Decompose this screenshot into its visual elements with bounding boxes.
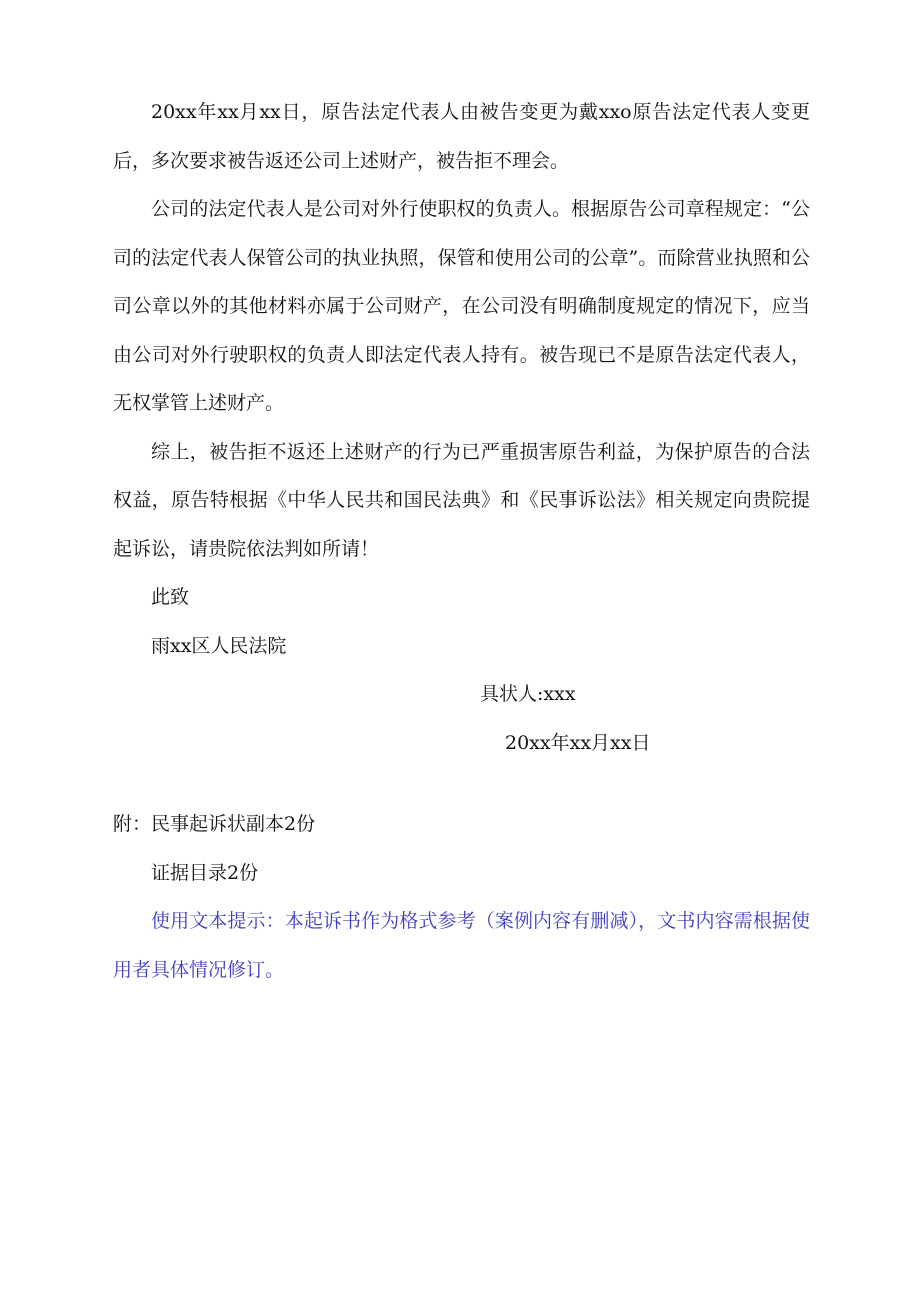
paragraph-conclusion: 综上，被告拒不返还上述财产的行为已严重损害原告利益，为保护原告的合法权益，原告特根据《中华人民共和国民法典》和《民事诉讼法》相关规定向贵院提起诉讼，请贵院依法判如所请！ xyxy=(113,440,810,560)
attachment-evidence-list: 证据目录2份 xyxy=(151,861,259,884)
usage-tip: 使用文本提示：本起诉书作为格式参考（案例内容有删减），文书内容需根据使用者具体情况修订。 xyxy=(113,910,810,981)
attachment-copies: 附：民事起诉状副本2份 xyxy=(113,813,316,835)
salutation: 此致 xyxy=(151,586,190,608)
paragraph-representative-change: 20xx年xx月xx日，原告法定代表人由被告变更为戴xxo原告法定代表人变更后，多次要求被告返还公司上述财产，被告拒不理会。 xyxy=(113,101,810,172)
signature-date: 20xx年xx月xx日 xyxy=(505,731,651,754)
document-page xyxy=(113,88,810,994)
court-name: 雨xx区人民法院 xyxy=(151,634,287,657)
spacer xyxy=(113,767,810,800)
signer: 具状人:xxx xyxy=(480,683,576,705)
paragraph-legal-basis: 公司的法定代表人是公司对外行使职权的负责人。根据原告公司章程规定：“公司的法定代表人保管公司的执业执照，保管和使用公司的公章”。而除营业执照和公司公章以外的其他材料亦属于公司财产，在公司没有明确制度规定的情况下，应当由公司对外行驶职权的负责人即法定代表人持有。被告现已不是原告法定代表人，无权掌管上述财产。 xyxy=(113,198,810,414)
